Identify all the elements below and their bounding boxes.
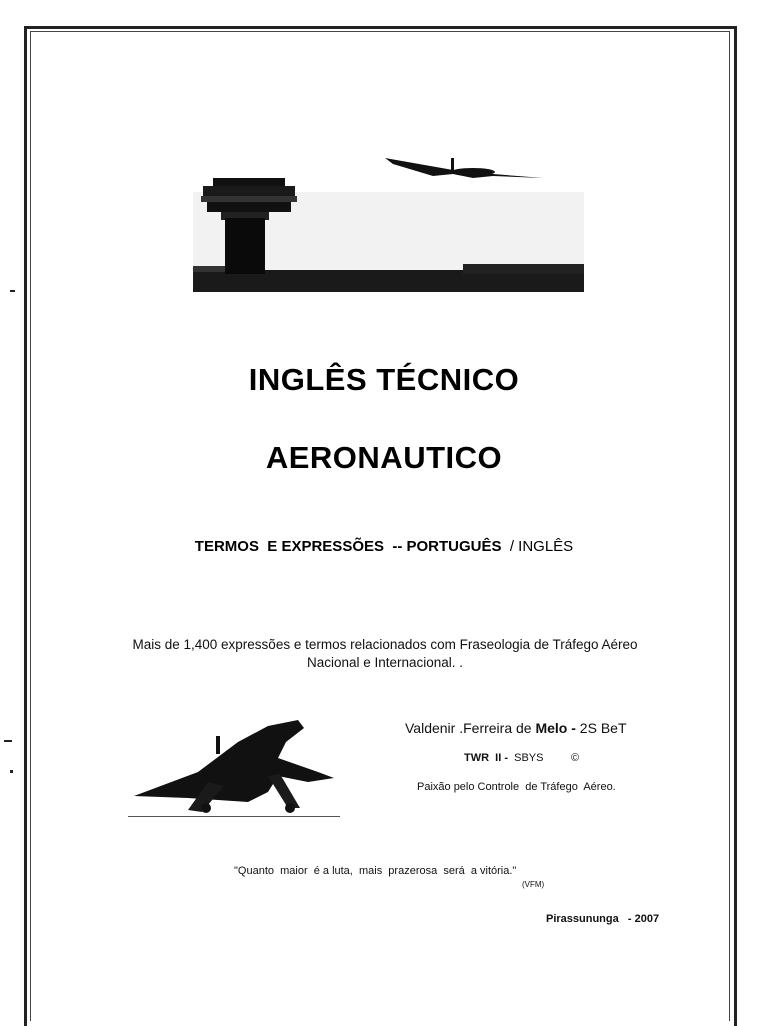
- unit-line: [464, 752, 579, 764]
- unit-code: SBYS: [508, 752, 544, 764]
- author-first: Valdenir .Ferreira de: [405, 720, 536, 736]
- scan-speck: [4, 740, 12, 742]
- quote-author: (VFM): [522, 880, 545, 889]
- document-subtitle: [0, 538, 768, 555]
- scan-speck: [10, 770, 13, 773]
- tagline: Paixão pelo Controle de Tráfego Aéreo.: [417, 781, 616, 793]
- place-year: Pirassununga - 2007: [546, 913, 660, 925]
- document-title-line2: AERONAUTICO: [265, 440, 503, 475]
- control-tower-airplane-illustration: [193, 152, 584, 292]
- scan-speck: [10, 290, 15, 292]
- copyright-symbol: ©: [543, 752, 580, 764]
- document-title-line1: INGLÊS TÉCNICO: [248, 362, 520, 397]
- subtitle-separator: /: [501, 538, 519, 555]
- description-line1: Mais de 1,400 expressões e termos relacionados com Fraseologia de Tráfego Aéreo: [132, 637, 638, 652]
- author-rank: 2S BeT: [575, 720, 627, 736]
- quote-text: "Quanto maior é a luta, mais prazerosa será a vitória.": [234, 865, 517, 877]
- subtitle-part1: TERMOS E EXPRESSÕES -- PORTUGUÊS: [194, 538, 502, 555]
- author-line: [405, 720, 627, 736]
- document-description: [60, 636, 710, 672]
- unit-twr: TWR II -: [464, 752, 508, 764]
- description-line2: Nacional e Internacional. .: [306, 655, 464, 670]
- fighter-jet-illustration: [128, 712, 340, 822]
- author-last: Melo -: [535, 720, 576, 736]
- subtitle-part2: INGLÊS: [518, 538, 574, 555]
